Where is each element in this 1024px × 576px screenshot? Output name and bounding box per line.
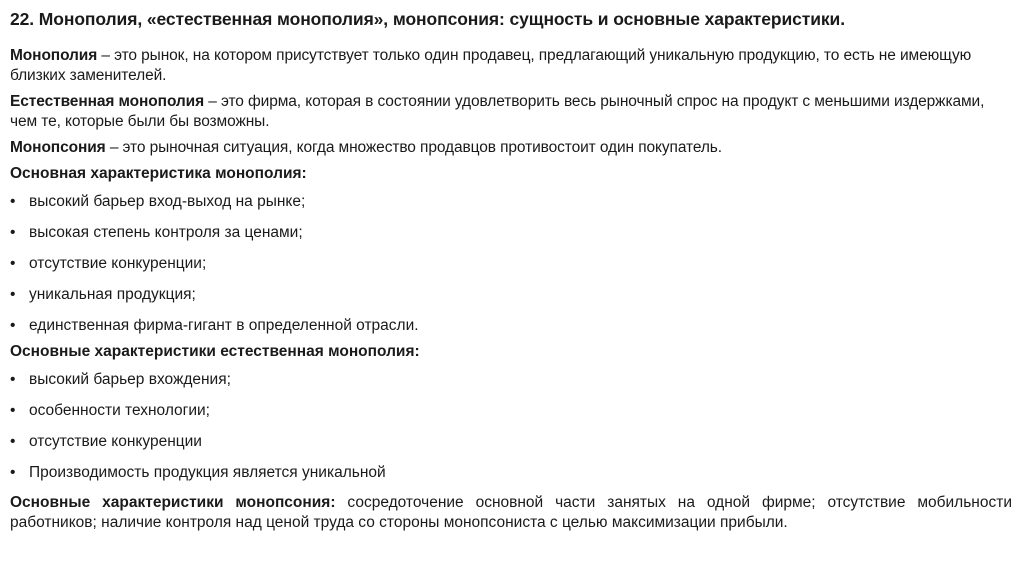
- bullet: •: [10, 464, 16, 481]
- list-item: [10, 463, 1012, 483]
- natural-monopoly-characteristics-heading: Основные характеристики естественная монополия:: [10, 343, 420, 360]
- list-item-text: отсутствие конкуренции: [29, 433, 202, 450]
- list-item: [10, 432, 1012, 452]
- list-item: [10, 223, 1012, 243]
- definition-natural-monopoly-text: – это фирма, которая в состоянии удовлетворить весь рыночный спрос на продукт с меньшими издержками, чем те, которые были бы возможны.: [10, 93, 985, 130]
- monopsony-characteristics-heading: Основные характеристики монопсония:: [10, 494, 336, 511]
- slide-title: 22. Монополия, «естественная монополия», монопсония: сущность и основные характеристики.: [10, 9, 845, 29]
- definition-monopsony-text: – это рыночная ситуация, когда множество продавцов противостоит один покупатель.: [105, 139, 722, 156]
- list-item: [10, 285, 1012, 305]
- definition-natural-monopoly: [10, 92, 1012, 132]
- bullet: •: [10, 433, 16, 450]
- term-natural-monopoly: Естественная монополия: [10, 93, 205, 110]
- term-monopoly: Монополия: [10, 47, 98, 64]
- list-item-text: единственная фирма-гигант в определенной отрасли.: [29, 317, 419, 334]
- list-item: [10, 192, 1012, 212]
- monopoly-characteristics-heading: Основная характеристика монополия:: [10, 165, 307, 182]
- definition-monopsony: [10, 138, 1012, 158]
- list-item-text: отсутствие конкуренции;: [29, 255, 207, 272]
- list-item: [10, 401, 1012, 421]
- bullet: •: [10, 224, 16, 241]
- natural-monopoly-characteristics-list: [10, 370, 1012, 483]
- definition-monopoly-text: – это рынок, на котором присутствует только один продавец, предлагающий уникальную продукцию, то есть не имеющую близких заменителей.: [10, 47, 972, 84]
- list-item: [10, 370, 1012, 390]
- monopsony-characteristics: [10, 493, 1012, 533]
- bullet: •: [10, 402, 16, 419]
- list-item-text: высокий барьер вход-выход на рынке;: [29, 193, 306, 210]
- bullet: •: [10, 193, 16, 210]
- list-item-text: уникальная продукция;: [29, 286, 196, 303]
- list-item-text: высокая степень контроля за ценами;: [29, 224, 303, 241]
- monopsony-characteristics-text: сосредоточение основной части занятых на одной фирме; отсутствие мобильности работников; наличие контроля над ценой труда со стороны монопсониста с целью максимизации прибыли.: [10, 494, 1012, 531]
- list-item-text: особенности технологии;: [29, 402, 210, 419]
- bullet: •: [10, 317, 16, 334]
- monopoly-characteristics-list: [10, 192, 1012, 336]
- term-monopsony: Монопсония: [10, 139, 106, 156]
- list-item-text: высокий барьер вхождения;: [29, 371, 231, 388]
- list-item-text: Производимость продукция является уникальной: [29, 464, 386, 481]
- bullet: •: [10, 286, 16, 303]
- list-item: [10, 316, 1012, 336]
- list-item: [10, 254, 1012, 274]
- bullet: •: [10, 371, 16, 388]
- bullet: •: [10, 255, 16, 272]
- definition-monopoly: [10, 46, 1012, 86]
